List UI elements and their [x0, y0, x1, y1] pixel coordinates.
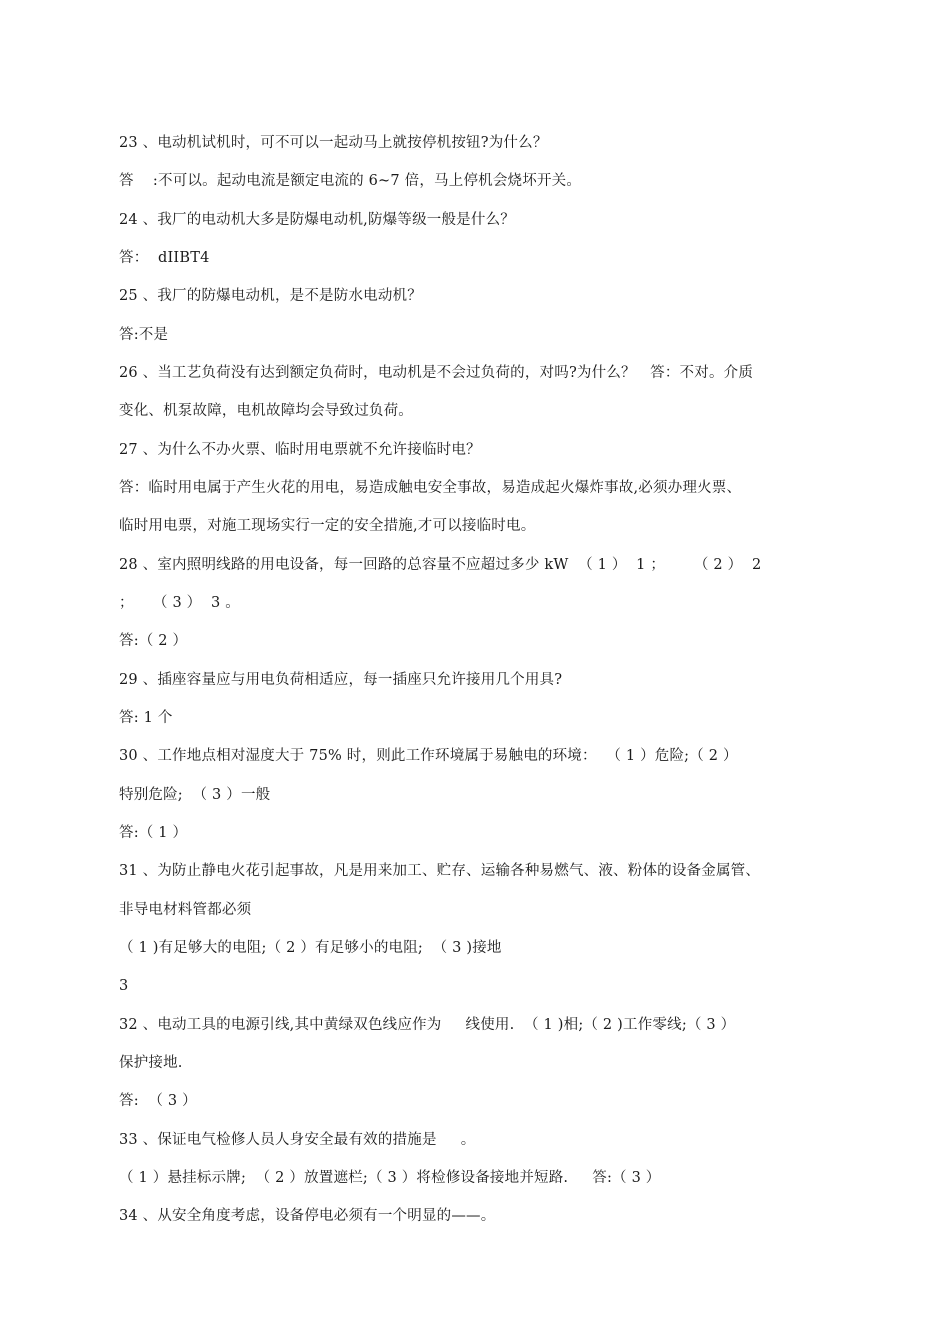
- question-31-options: （ 1 )有足够大的电阻;（ 2 ）有足够小的电阻; （ 3 )接地: [119, 940, 502, 956]
- question-29: 29 、插座容量应与用电负荷相适应，每一插座只允许接用几个用具?: [119, 672, 563, 688]
- question-31-continued: 非导电材料管都必须: [119, 902, 252, 918]
- answer-28: 答:（ 2 ）: [119, 633, 188, 649]
- question-28-continued: ； （ 3 ） 3 。: [119, 595, 240, 611]
- answer-27: 答：临时用电属于产生火花的用电，易造成触电安全事故，易造成起火爆炸事故,必须办理火票、: [119, 480, 742, 496]
- question-33-options: （ 1 ）悬挂标示牌; （ 2 ）放置遮栏;（ 3 ）将检修设备接地并短路. 答:（ 3 ）: [119, 1170, 661, 1186]
- question-24: 24 、我厂的电动机大多是防爆电动机,防爆等级一般是什么？: [119, 212, 515, 228]
- answer-32: 答: （ 3 ）: [119, 1093, 197, 1109]
- answer-30: 答:（ 1 ）: [119, 825, 188, 841]
- question-31: 31 、为防止静电火花引起事故，凡是用来加工、贮存、运输各种易燃气、液、粉体的设备金属管、: [119, 863, 761, 879]
- question-32-continued: 保护接地.: [119, 1055, 183, 1071]
- question-25: 25 、我厂的防爆电动机，是不是防水电动机？: [119, 288, 422, 304]
- answer-27-continued: 临时用电票，对施工现场实行一定的安全措施,才可以接临时电。: [119, 518, 536, 534]
- question-33: 33 、保证电气检修人员人身安全最有效的措施是 。: [119, 1132, 476, 1148]
- answer-23: 答 :不可以。起动电流是额定电流的 6~7 倍，马上停机会烧坏开关。: [119, 173, 582, 189]
- question-28: 28 、室内照明线路的用电设备，每一回路的总容量不应超过多少 kW （ 1 ） 1 ； （ 2 ） 2: [119, 557, 762, 573]
- question-27: 27 、为什么不办火票、临时用电票就不允许接临时电？: [119, 442, 481, 458]
- question-30: 30 、工作地点相对湿度大于 75% 时，则此工作环境属于易触电的环境： （ 1 ）危险;（ 2 ）: [119, 748, 738, 764]
- answer-31: 3: [119, 978, 129, 994]
- question-34: 34 、从安全角度考虑，设备停电必须有一个明显的——。: [119, 1208, 496, 1224]
- question-23: 23 、电动机试机时，可不可以一起动马上就按停机按钮?为什么？: [119, 135, 548, 151]
- answer-29: 答: 1 个: [119, 710, 173, 726]
- question-32: 32 、电动工具的电源引线,其中黄绿双色线应作为 线使用. （ 1 )相;（ 2 )工作零线;（ 3 ）: [119, 1017, 736, 1033]
- answer-24: 答： dIIBT4: [119, 250, 210, 266]
- question-30-continued: 特别危险; （ 3 ）一般: [119, 787, 271, 803]
- question-26: 26 、当工艺负荷没有达到额定负荷时，电动机是不会过负荷的，对吗?为什么？ 答：不对。介质: [119, 365, 754, 381]
- answer-25: 答:不是: [119, 327, 169, 343]
- question-26-continued: 变化、机泵故障，电机故障均会导致过负荷。: [119, 403, 413, 419]
